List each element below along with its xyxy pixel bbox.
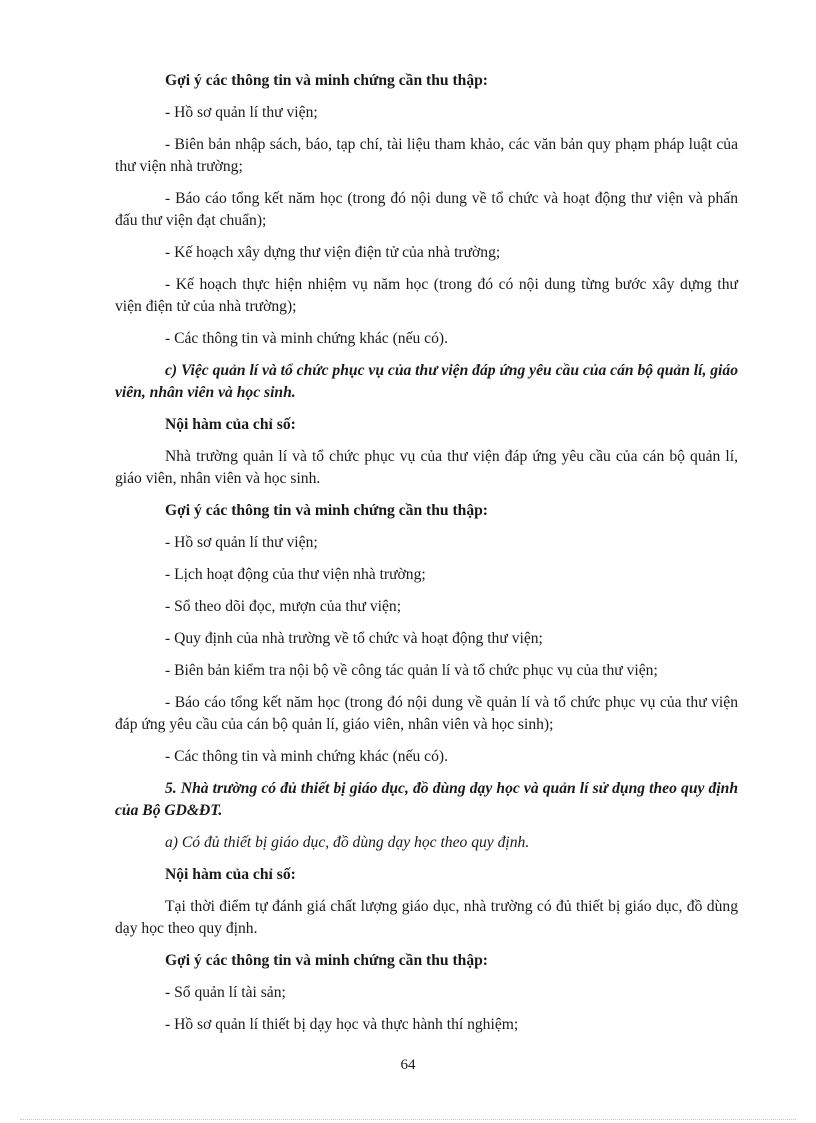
list-item: - Các thông tin và minh chứng khác (nếu có).: [165, 748, 448, 765]
body-paragraph: Tại thời điểm tự đánh giá chất lượng giáo dục, nhà trường có đủ thiết bị giáo dục, đồ dùng dạy học theo quy định.: [115, 898, 738, 937]
page-body: [115, 70, 738, 1046]
list-item: - Báo cáo tổng kết năm học (trong đó nội dung về tổ chức và hoạt động thư viện và phấn đấu thư viện đạt chuẩn);: [115, 190, 738, 229]
page-bottom-divider: [20, 1119, 796, 1120]
heading-scope: Nội hàm của chỉ số:: [165, 416, 296, 433]
list-item: - Biên bản kiểm tra nội bộ về công tác quản lí và tổ chức phục vụ của thư viện;: [165, 662, 658, 679]
list-item: - Kế hoạch thực hiện nhiệm vụ năm học (trong đó có nội dung từng bước xây dựng thư viện điện tử của nhà trường);: [115, 276, 738, 315]
body-paragraph: Nhà trường quản lí và tổ chức phục vụ của thư viện đáp ứng yêu cầu của cán bộ quản lí, giáo viên, nhân viên và học sinh.: [115, 448, 738, 487]
list-item: - Lịch hoạt động của thư viện nhà trường;: [165, 566, 426, 583]
criterion-a: a) Có đủ thiết bị giáo dục, đồ dùng dạy học theo quy định.: [165, 834, 530, 851]
heading-evidence: Gợi ý các thông tin và minh chứng cần thu thập:: [165, 72, 488, 89]
section-heading-5: 5. Nhà trường có đủ thiết bị giáo dục, đồ dùng dạy học và quản lí sử dụng theo quy định của Bộ GD&ĐT.: [115, 780, 738, 819]
list-item: - Hồ sơ quản lí thư viện;: [165, 534, 318, 551]
list-item: - Hồ sơ quản lí thiết bị dạy học và thực hành thí nghiệm;: [165, 1016, 519, 1033]
heading-evidence: Gợi ý các thông tin và minh chứng cần thu thập:: [165, 952, 488, 969]
heading-evidence: Gợi ý các thông tin và minh chứng cần thu thập:: [165, 502, 488, 519]
list-item: - Biên bản nhập sách, báo, tạp chí, tài liệu tham khảo, các văn bản quy phạm pháp luật của thư viện nhà trường;: [115, 136, 738, 175]
page-number: 64: [400, 1057, 416, 1073]
list-item: - Hồ sơ quản lí thư viện;: [165, 104, 318, 121]
list-item: - Các thông tin và minh chứng khác (nếu có).: [165, 330, 448, 347]
list-item: - Sổ quản lí tài sản;: [165, 984, 286, 1001]
list-item: - Quy định của nhà trường về tổ chức và hoạt động thư viện;: [165, 630, 543, 647]
list-item: - Sổ theo dõi đọc, mượn của thư viện;: [165, 598, 402, 615]
list-item: - Báo cáo tổng kết năm học (trong đó nội dung về quản lí và tổ chức phục vụ của thư viện đáp ứng yêu cầu của cán bộ quản lí, giáo viên, nhân viên và học sinh);: [115, 694, 738, 733]
criterion-c: c) Việc quản lí và tổ chức phục vụ của thư viện đáp ứng yêu cầu của cán bộ quản lí, giáo viên, nhân viên và học sinh.: [115, 362, 738, 401]
list-item: - Kế hoạch xây dựng thư viện điện tử của nhà trường;: [165, 244, 501, 261]
heading-scope: Nội hàm của chỉ số:: [165, 866, 296, 883]
